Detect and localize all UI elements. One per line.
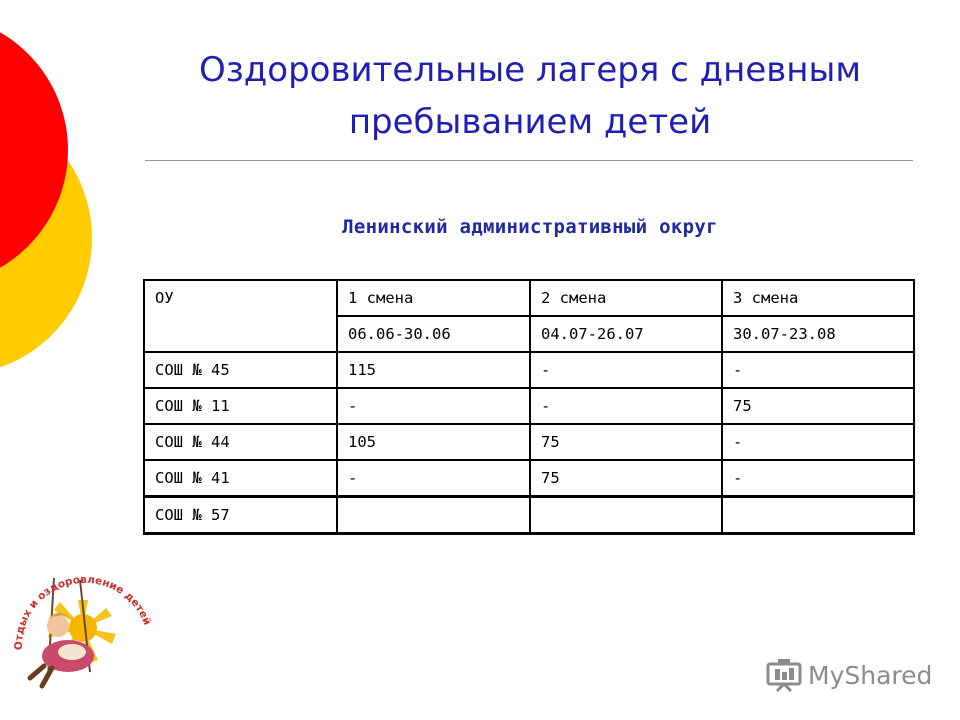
shift-1-cell: - <box>337 388 530 424</box>
shift-2-cell: 75 <box>530 424 722 460</box>
shift-3-cell: - <box>722 424 914 460</box>
watermark <box>766 655 932 695</box>
table-row <box>144 424 914 460</box>
school-cell: СОШ № 45 <box>144 352 337 388</box>
child-on-swing-logo <box>8 560 158 700</box>
shift-2-cell: 75 <box>530 460 722 497</box>
shift-1-cell: - <box>337 460 530 497</box>
school-cell: СОШ № 44 <box>144 424 337 460</box>
shift-2-cell: - <box>530 352 722 388</box>
header-date-3: 30.07-23.08 <box>722 316 914 352</box>
shift-1-cell <box>337 497 530 534</box>
header-shift-2: 2 смена <box>530 280 722 316</box>
camps-table <box>143 279 915 535</box>
watermark-text: MyShared <box>808 660 933 690</box>
logo-text: Отдых и оздоровление детей <box>12 573 154 651</box>
decorative-circles <box>0 0 110 400</box>
shift-1-cell: 115 <box>337 352 530 388</box>
school-cell: СОШ № 57 <box>144 497 337 534</box>
sun-center <box>69 614 97 642</box>
header-date-2: 04.07-26.07 <box>530 316 722 352</box>
shift-3-cell <box>722 497 914 534</box>
table-row <box>144 497 914 534</box>
table-row <box>144 388 914 424</box>
header-shift-3: 3 смена <box>722 280 914 316</box>
table-row <box>144 352 914 388</box>
school-cell: СОШ № 41 <box>144 460 337 497</box>
title-divider <box>145 160 913 161</box>
child-head <box>47 615 69 637</box>
child-apron <box>58 644 86 660</box>
header-date-1: 06.06-30.06 <box>337 316 530 352</box>
shift-3-cell: 75 <box>722 388 914 424</box>
table-header-row <box>144 280 914 316</box>
header-ou: ОУ <box>144 280 337 352</box>
shift-3-cell: - <box>722 352 914 388</box>
shift-2-cell <box>530 497 722 534</box>
slide-title: Оздоровительные лагеря с дневным пребыванием детей <box>198 50 862 142</box>
presentation-board-icon <box>766 658 802 692</box>
shift-3-cell: - <box>722 460 914 497</box>
shift-2-cell: - <box>530 388 722 424</box>
table-row <box>144 460 914 497</box>
header-shift-1: 1 смена <box>337 280 530 316</box>
child-legs <box>30 666 52 686</box>
slide-subtitle: Ленинский административный округ <box>342 216 718 238</box>
school-cell: СОШ № 11 <box>144 388 337 424</box>
shift-1-cell: 105 <box>337 424 530 460</box>
